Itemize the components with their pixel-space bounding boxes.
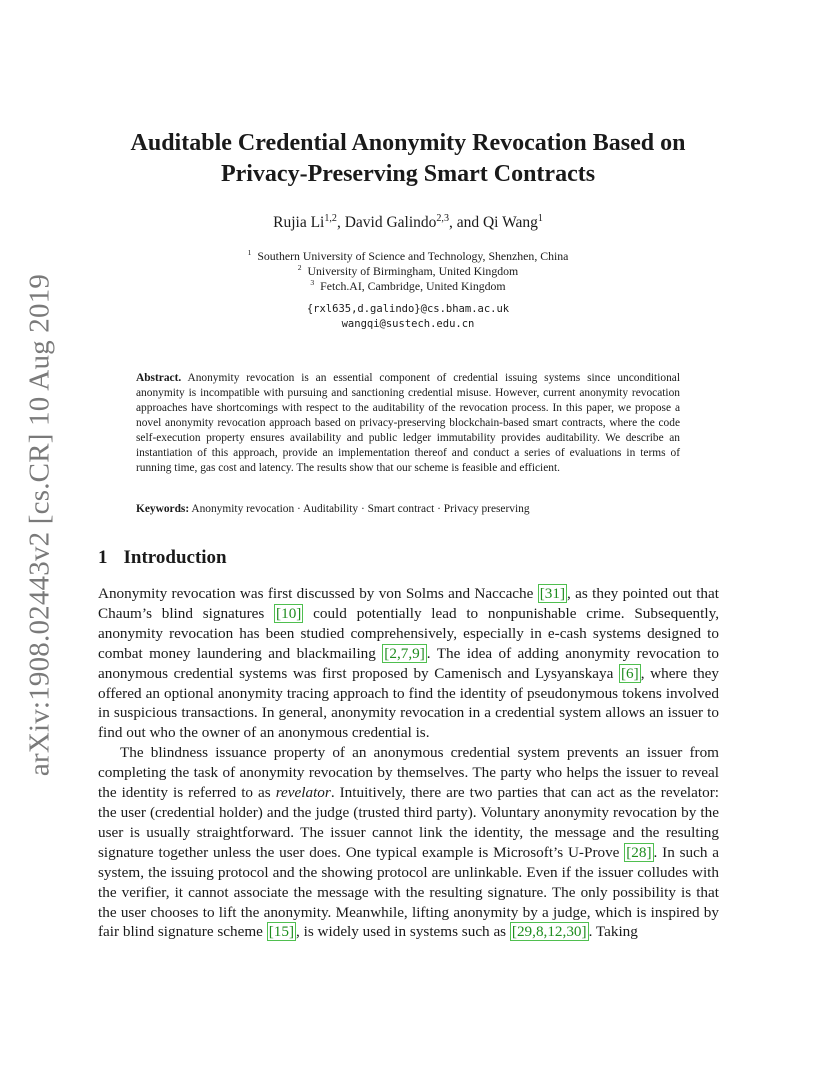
affiliation-text: Southern University of Science and Technology, Shenzhen, China: [257, 249, 569, 263]
author-name: , David Galindo: [336, 214, 437, 231]
affiliation-mark: 1: [247, 248, 252, 258]
title-line-1: Auditable Credential Anonymity Revocation Based on: [130, 130, 686, 156]
arxiv-identifier-text: arXiv:1908.02443v2 [cs.CR] 10 Aug 2019: [23, 273, 56, 777]
author-affiliation-mark: 2,3: [436, 212, 449, 224]
paragraph-text: . The idea of adding anonymity revocation to anonymous credential systems was first proposed by Camenisch and Lysyanskaya: [98, 644, 719, 682]
section-title: Introduction: [123, 547, 227, 568]
keywords: [136, 503, 696, 515]
paragraph-text: could potentially lead to nonpunishable crime. Subsequently, anonymity revocation has been studied comprehensively, especially in e-cash systems designed to combat money laundering and blackmailing: [98, 604, 719, 662]
citation-link[interactable]: [28]: [626, 843, 652, 861]
keywords-label: Keywords:: [136, 503, 190, 515]
citation-link[interactable]: [15]: [268, 923, 295, 941]
affiliation: [90, 249, 726, 264]
contact-email: {rxl635,d.galindo}@cs.bham.ac.uk: [306, 303, 510, 315]
section-number: 1: [98, 547, 108, 568]
author-list: [90, 214, 726, 232]
paragraph-text: . Intuitively, there are two parties that can act as the revelator: the user (credential holder) and the judge (trusted third party). Voluntary anonymity revocation by the user is usually straightforward. The issuer cannot link the identity, the message and the resulting signature together unless the user does. One typical example is Microsoft’s U-Prove: [98, 784, 719, 861]
citation-link[interactable]: [10]: [276, 604, 302, 622]
paragraph-text: , where they offered an optional anonymity tracing approach to find the identity of pseudonymous tokens involved in suspicious transactions. In general, anonymity revocation in a credential system allows an issuer to find out who the owner of an anonymous credential is.: [98, 664, 720, 742]
arxiv-identifier: [14, 273, 66, 777]
citation-link[interactable]: [31]: [539, 585, 566, 602]
affiliation-text: Fetch.AI, Cambridge, United Kingdom: [320, 279, 506, 293]
affiliation: [90, 264, 726, 279]
citation-link[interactable]: [6]: [621, 664, 639, 682]
paragraph-text: . In such a system, the issuing protocol and the showing protocol are unlinkable. Even if the issuer colludes with the verifier, it cannot associate the message with the resulting signature. The only possibility is that the user chooses to lift the anonymity. Meanwhile, lifting anonymity by a judge, which is inspired by fair blind signature scheme: [98, 843, 719, 941]
author-affiliation-mark: 1,2: [324, 212, 337, 224]
abstract-label: Abstract.: [136, 372, 182, 384]
paragraph-text: The blindness issuance property of an anonymous credential system prevents an issuer from completing the task of anonymity revocation by themselves. The party who helps the issuer to reveal the identity is referred to as: [98, 744, 719, 802]
abstract: [136, 371, 680, 476]
citation-link[interactable]: [2,7,9]: [384, 644, 425, 662]
title-line-2: Privacy-Preserving Smart Contracts: [220, 161, 596, 187]
author-name: , and Qi Wang: [448, 214, 538, 231]
affiliation-text: University of Birmingham, United Kingdom: [307, 264, 519, 278]
paper-title: [90, 128, 726, 190]
paragraph-text: , is widely used in systems such as: [296, 923, 510, 941]
paragraph: [98, 743, 719, 942]
emphasis-term: revelator: [275, 784, 331, 802]
paragraph-text: , as they pointed out that Chaum’s blind signatures: [98, 585, 719, 622]
citation-link[interactable]: [29,8,12,30]: [511, 923, 587, 941]
section-heading: [98, 547, 227, 569]
paragraph-text: . Taking: [588, 923, 638, 941]
affiliation-mark: 2: [297, 263, 302, 273]
keywords-text: Anonymity revocation · Auditability · Smart contract · Privacy preserving: [191, 503, 530, 515]
affiliation-mark: 3: [310, 278, 315, 288]
contact-email: wangqi@sustech.edu.cn: [341, 318, 475, 330]
body-text: [98, 584, 719, 942]
author-name: Rujia Li: [273, 214, 325, 231]
paragraph: [98, 584, 719, 743]
paragraph-text: Anonymity revocation was first discussed by von Solms and Naccache: [98, 585, 538, 602]
affiliation: [90, 279, 726, 294]
abstract-text: Anonymity revocation is an essential component of credential issuing systems since unconditional anonymity is incompatible with pursuing and sanctioning credential misuse. However, current anonymity revocation approaches have shortcomings with respect to the auditability of the revocation process. In this paper, we propose a novel anonymity revocation approach based on privacy-preserving blockchain-based smart contracts, where the code self-execution property ensures availability and public ledger immutability provides auditability. We describe an instantiation of this approach, provide an implementation thereof and conduct a series of evaluations in terms of running time, gas cost and latency. The results show that our scheme is feasible and efficient.: [136, 372, 680, 474]
author-affiliation-mark: 1: [537, 212, 543, 224]
